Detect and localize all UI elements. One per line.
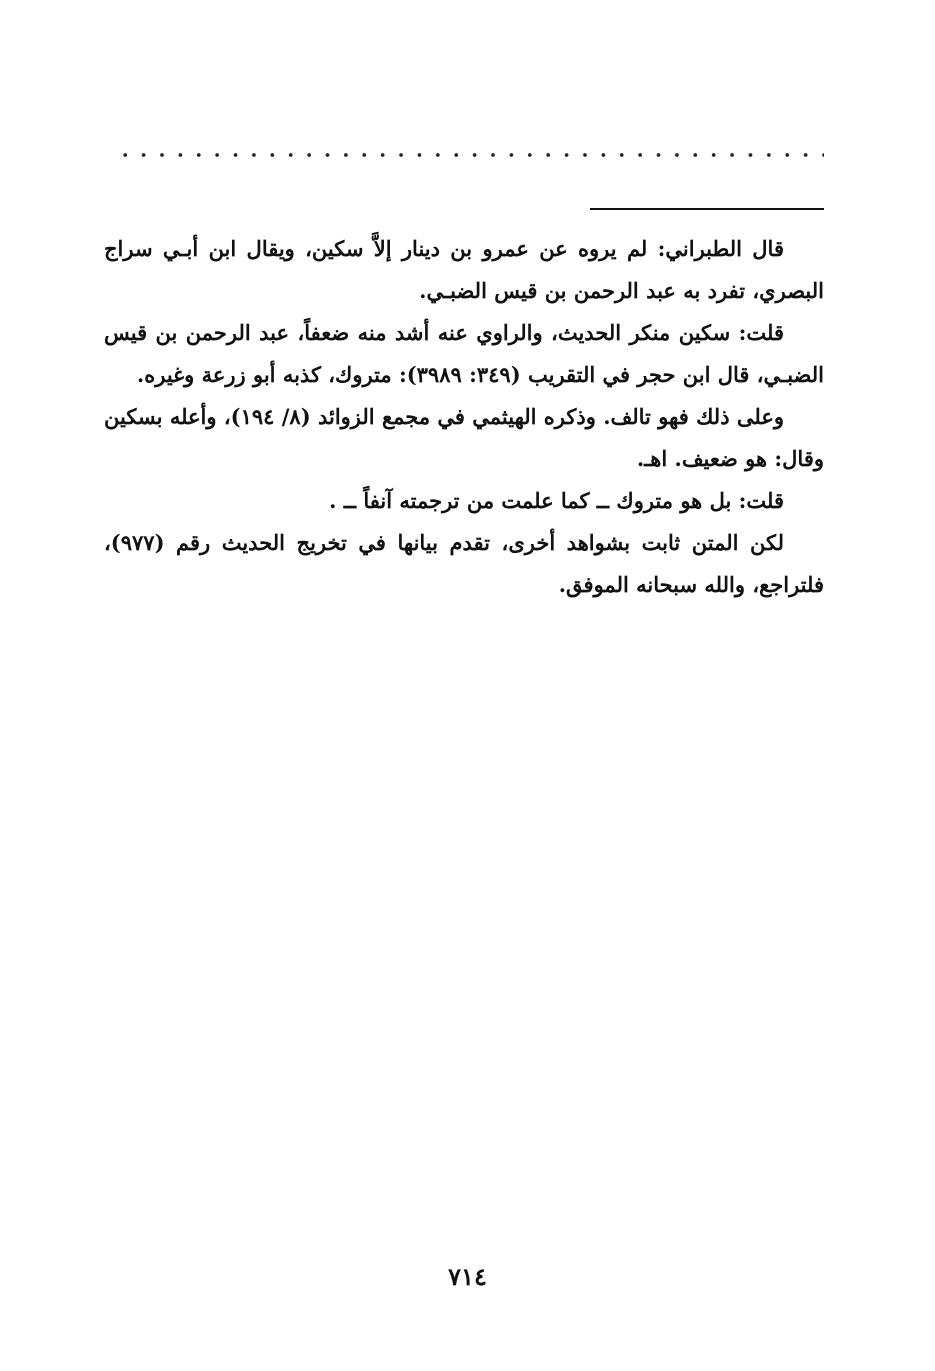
footnote-paragraph: وعلى ذلك فهو تالف. وذكره الهيثمي في مجمع الزوائد (٨/ ١٩٤)، وأعله بسكين وقال: هو ضعيف. اهـ. bbox=[104, 404, 824, 471]
dotted-separator bbox=[116, 152, 824, 158]
footnote-paragraph: قال الطبراني: لم يروه عن عمرو بن دينار إلاَّ سكين، ويقال ابن أبـي سراج البصري، تفرد به عبد الرحمن بن قيس الضبـي. bbox=[104, 236, 824, 303]
footnote-paragraph: لكن المتن ثابت بشواهد أخرى، تقدم بيانها في تخريج الحديث رقم (٩٧٧)، فلتراجع، والله سبحانه الموفق. bbox=[104, 530, 824, 597]
page-number: ٧١٤ bbox=[448, 1262, 487, 1291]
footnote-separator-line bbox=[590, 208, 824, 210]
footnote-block bbox=[104, 228, 824, 606]
footnote-paragraph: قلت: بل هو متروك ــ كما علمت من ترجمته آنفاً ــ . bbox=[329, 488, 784, 513]
footnote-paragraph: قلت: سكين منكر الحديث، والراوي عنه أشد منه ضعفاً، عبد الرحمن بن قيس الضبـي، قال ابن حجر في التقريب (٣٤٩: ٣٩٨٩): متروك، كذبه أبو زرعة وغيره. bbox=[104, 320, 824, 387]
